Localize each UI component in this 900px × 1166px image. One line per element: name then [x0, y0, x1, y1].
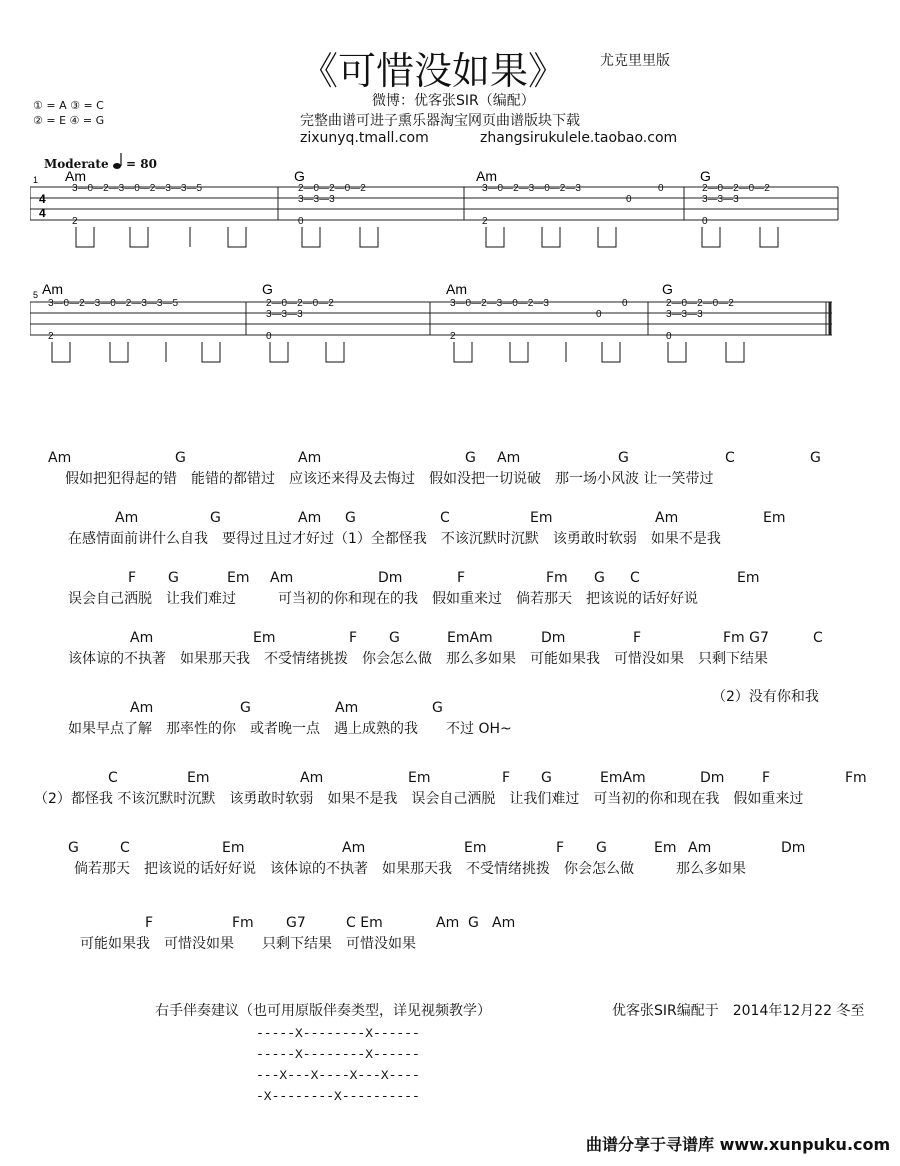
chord-symbol: Fm — [232, 915, 254, 931]
svg-text:2—0—2—0—2: 2—0—2—0—2 — [298, 183, 366, 194]
svg-text:3—0—2—3—0—2—3—3—5: 3—0—2—3—0—2—3—3—5 — [48, 298, 179, 309]
chord-symbol: F — [556, 840, 565, 856]
lyric-line: 在感情面前讲什么自我 要得过且过才好过（1）全都怪我 不该沉默时沉默 该勇敢时软弱 如果不是我 — [68, 531, 721, 547]
lyric-line: 假如把犯得起的错 能错的都错过 应该还来得及去悔过 假如没把一切说破 那一场小风波 让一笑带过 — [65, 471, 714, 487]
chord-symbol: F — [502, 770, 511, 786]
tempo-value: = 80 — [126, 157, 157, 171]
chord-symbol: Em — [530, 510, 553, 526]
chord-symbol: C — [440, 510, 450, 526]
chord-label: G — [262, 281, 273, 297]
chord-symbol: G — [68, 840, 79, 856]
chord-symbol: Am — [492, 915, 516, 931]
chord-symbol: Em — [227, 570, 250, 586]
lyric-line: 误会自己洒脱 让我们难过 可当初的你和现在的我 假如重来过 倘若那天 把该说的话好好说 — [68, 591, 698, 607]
chord-symbol: Am — [342, 840, 366, 856]
song-title: 《可惜没如果》 — [300, 49, 567, 93]
version-label: 尤克里里版 — [600, 53, 670, 69]
svg-text:0: 0 — [266, 331, 272, 342]
svg-text:0: 0 — [626, 194, 632, 205]
chord-symbol: G — [389, 630, 400, 646]
chord-symbol: F — [762, 770, 771, 786]
svg-text:2: 2 — [72, 216, 78, 227]
lyric-line: 可能如果我 可惜没如果 只剩下结果 可惜没如果 — [80, 936, 416, 952]
chord-symbol: G — [594, 570, 605, 586]
chord-symbol: Em — [187, 770, 210, 786]
svg-text:3—3—3: 3—3—3 — [666, 309, 703, 320]
strum-pattern-line-4: -X--------X---------- — [256, 1089, 420, 1104]
site-link-tmall[interactable]: zixunyq.tmall.com — [300, 130, 429, 146]
svg-text:0: 0 — [622, 298, 628, 309]
chord-label: G — [700, 168, 711, 184]
chord-symbol: Am — [130, 700, 154, 716]
download-note: 完整曲谱可进子熏乐器淘宝网页曲谱版块下载 — [300, 113, 580, 129]
svg-text:3—0—2—3—0—2—3: 3—0—2—3—0—2—3 — [450, 298, 549, 309]
chord-symbol: Em — [737, 570, 760, 586]
chord-symbol: Am — [298, 510, 322, 526]
chord-symbol: G — [168, 570, 179, 586]
chord-symbol: Am — [300, 770, 324, 786]
chord-symbol: G — [541, 770, 552, 786]
chord-symbol: Dm — [781, 840, 806, 856]
svg-text:2—0—2—0—2: 2—0—2—0—2 — [702, 183, 770, 194]
chord-symbol: F — [145, 915, 154, 931]
strum-pattern-line-2: -----X--------X------ — [256, 1047, 420, 1062]
chord-symbol: G — [468, 915, 479, 931]
svg-text:3—3—3: 3—3—3 — [702, 194, 739, 205]
chord-symbol: Dm — [700, 770, 725, 786]
chord-symbol: Dm — [378, 570, 403, 586]
lyric-aside: （2）没有你和我 — [712, 689, 819, 705]
chord-symbol: Dm — [541, 630, 566, 646]
svg-text:0: 0 — [702, 216, 708, 227]
svg-text:2—0—2—0—2: 2—0—2—0—2 — [266, 298, 334, 309]
chord-symbol: Em — [763, 510, 786, 526]
measure-number: 5 — [33, 290, 39, 300]
site-link-taobao[interactable]: zhangsirukulele.taobao.com — [480, 130, 678, 146]
chord-symbol: Fm G7 — [723, 630, 769, 646]
chord-symbol: G7 — [286, 915, 306, 931]
chord-label: G — [662, 281, 673, 297]
chord-symbol: Am — [688, 840, 712, 856]
tab-staff-row-2 — [30, 280, 840, 370]
chord-symbol: Em — [222, 840, 245, 856]
chord-symbol: G — [345, 510, 356, 526]
chord-symbol: Em — [253, 630, 276, 646]
chord-symbol: Am — [48, 450, 72, 466]
chord-symbol: C — [725, 450, 735, 466]
chord-symbol: C Em — [346, 915, 383, 931]
svg-text:3—3—3: 3—3—3 — [266, 309, 303, 320]
chord-symbol: Am — [270, 570, 294, 586]
chord-symbol: F — [128, 570, 137, 586]
strum-pattern-line-3: ---X---X----X---X---- — [256, 1068, 420, 1083]
chord-symbol: G — [465, 450, 476, 466]
svg-text:2: 2 — [48, 331, 54, 342]
lyric-line: 该体谅的不执著 如果那天我 不受情绪挑拨 你会怎么做 那么多如果 可能如果我 可惜没如果 只剩下结果 — [68, 651, 768, 667]
measure-number: 1 — [33, 175, 39, 185]
chord-symbol: Em — [654, 840, 677, 856]
chord-symbol: Am — [298, 450, 322, 466]
rhythm-stems — [76, 227, 778, 247]
weibo-credit: 微博：优客张SIR（编配） — [372, 93, 535, 109]
tab-staff-row-1 — [30, 165, 840, 255]
chord-symbol: F — [633, 630, 642, 646]
chord-label: G — [294, 168, 305, 184]
chord-symbol: Am — [436, 915, 460, 931]
chord-symbol: Am — [497, 450, 521, 466]
footer-watermark: 曲谱分享于寻谱库 www.xunpuku.com — [586, 1135, 891, 1154]
svg-text:2—0—2—0—2: 2—0—2—0—2 — [666, 298, 734, 309]
svg-text:3—3—3: 3—3—3 — [298, 194, 335, 205]
chord-label: Am — [65, 168, 86, 184]
chord-symbol: Fm — [546, 570, 568, 586]
chord-symbol: Em — [464, 840, 487, 856]
chord-symbol: Am — [115, 510, 139, 526]
chord-symbol: G — [210, 510, 221, 526]
lyric-line: 如果早点了解 那率性的你 或者晚一点 遇上成熟的我 不过 OH~ — [68, 721, 512, 737]
arranger-note: 优客张SIR编配于 2014年12月22 冬至 — [612, 1003, 865, 1019]
lyric-line: （2）都怪我 不该沉默时沉默 该勇敢时软弱 如果不是我 误会自己洒脱 让我们难过 可当初的你和现在我 假如重来过 — [34, 791, 804, 807]
svg-text:3—0—2—3—0—2—3: 3—0—2—3—0—2—3 — [482, 183, 581, 194]
chord-symbol: C — [108, 770, 118, 786]
chord-symbol: G — [240, 700, 251, 716]
chord-label: Am — [42, 281, 63, 297]
svg-text:0: 0 — [658, 183, 664, 194]
chord-label: Am — [446, 281, 467, 297]
chord-symbol: Am — [130, 630, 154, 646]
chord-symbol: EmAm — [447, 630, 493, 646]
chord-symbol: G — [618, 450, 629, 466]
tempo-label: Moderate — [44, 157, 109, 171]
chord-symbol: F — [457, 570, 466, 586]
chord-symbol: G — [175, 450, 186, 466]
rhythm-stems — [52, 342, 744, 362]
string-legend-2: ② = E ④ = G — [33, 114, 105, 127]
svg-text:0: 0 — [666, 331, 672, 342]
chord-symbol: G — [810, 450, 821, 466]
chord-symbol: F — [349, 630, 358, 646]
time-sig-top: 4 — [39, 192, 46, 206]
svg-text:3—0—2—3—0—2—3—3—5: 3—0—2—3—0—2—3—3—5 — [72, 183, 203, 194]
lyric-line: 倘若那天 把该说的话好好说 该体谅的不执著 如果那天我 不受情绪挑拨 你会怎么做 那么多如果 — [74, 861, 746, 877]
chord-symbol: G — [596, 840, 607, 856]
chord-symbol: Fm — [845, 770, 867, 786]
chord-symbol: Em — [408, 770, 431, 786]
chord-symbol: C — [120, 840, 130, 856]
time-sig-bottom: 4 — [39, 206, 46, 220]
svg-text:0: 0 — [298, 216, 304, 227]
chord-symbol: Am — [335, 700, 359, 716]
chord-symbol: C — [813, 630, 823, 646]
svg-text:0: 0 — [596, 309, 602, 320]
accompaniment-title: 右手伴奏建议（也可用原版伴奏类型，详见视频教学） — [155, 1003, 491, 1019]
chord-symbol: C — [630, 570, 640, 586]
svg-text:2: 2 — [450, 331, 456, 342]
strum-pattern-line-1: -----X--------X------ — [256, 1026, 420, 1041]
string-legend-1: ① = A ③ = C — [33, 99, 104, 112]
svg-text:2: 2 — [482, 216, 488, 227]
chord-symbol: G — [432, 700, 443, 716]
chord-symbol: Am — [655, 510, 679, 526]
chord-symbol: EmAm — [600, 770, 646, 786]
chord-label: Am — [476, 168, 497, 184]
